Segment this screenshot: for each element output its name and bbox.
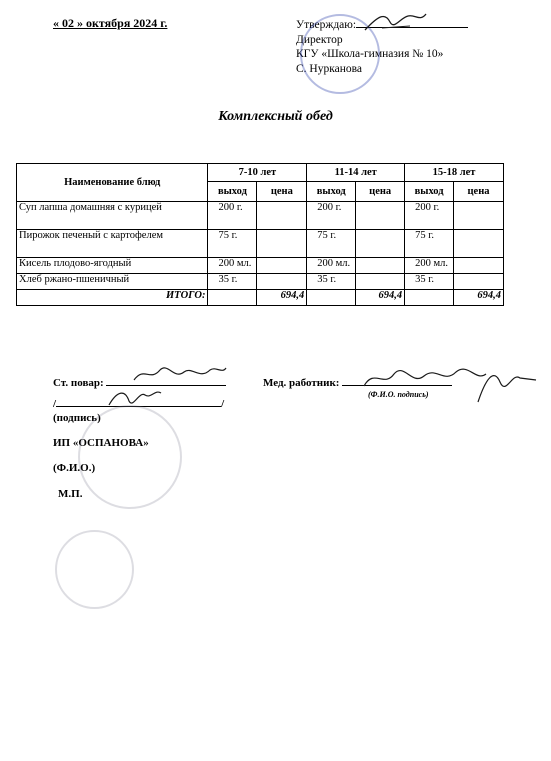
page-title: Комплексный обед — [218, 109, 333, 124]
dish-price — [257, 202, 307, 230]
cook-handwriting — [130, 362, 230, 386]
output-header: выход — [208, 182, 257, 202]
output-header: выход — [307, 182, 356, 202]
med-label: Мед. работник: — [263, 377, 340, 389]
dish-output: 35 г. — [208, 274, 257, 290]
signature-caption: (подпись) — [53, 412, 101, 424]
price-header: цена — [454, 182, 504, 202]
dish-output: 75 г. — [307, 230, 356, 258]
approver-name: С. Нурканова — [296, 62, 363, 75]
menu-table — [16, 163, 504, 306]
med-signature — [360, 358, 540, 408]
dish-name: Суп лапша домашняя с курицей — [17, 202, 208, 230]
cook-label: Ст. повар: — [53, 377, 104, 389]
table-row — [17, 258, 504, 274]
slash-left: / — [53, 398, 57, 410]
table-row — [17, 274, 504, 290]
med-caption: (Ф.И.О. подпись) — [368, 390, 429, 399]
stamp-place: М.П. — [58, 488, 83, 500]
dish-price — [454, 258, 504, 274]
dish-name: Пирожок печеный с картофелем — [17, 230, 208, 258]
total-output — [208, 290, 257, 306]
director-signature — [360, 8, 430, 38]
price-header: цена — [356, 182, 405, 202]
dish-output: 35 г. — [307, 274, 356, 290]
dish-output: 200 г. — [208, 202, 257, 230]
total-output — [307, 290, 356, 306]
slash-right: / — [221, 398, 225, 410]
dish-name: Кисель плодово-ягодный — [17, 258, 208, 274]
table-row — [17, 202, 504, 230]
total-price: 694,4 — [257, 290, 307, 306]
dish-name: Хлеб ржано-пшеничный — [17, 274, 208, 290]
dish-price — [257, 230, 307, 258]
dish-price — [356, 230, 405, 258]
total-output — [405, 290, 454, 306]
table-row — [17, 230, 504, 258]
dish-output: 200 мл. — [208, 258, 257, 274]
output-header: выход — [405, 182, 454, 202]
total-price: 694,4 — [454, 290, 504, 306]
dish-output: 200 г. — [307, 202, 356, 230]
document-date: « 02 » октября 2024 г. — [53, 16, 168, 30]
age-group-header: 15-18 лет — [405, 164, 504, 182]
dish-output: 75 г. — [208, 230, 257, 258]
ip-name: ИП «ОСПАНОВА» — [53, 437, 149, 449]
dish-output: 75 г. — [405, 230, 454, 258]
dish-output: 200 г. — [405, 202, 454, 230]
dish-price — [257, 258, 307, 274]
fio-caption: (Ф.И.О.) — [53, 462, 96, 474]
total-price: 694,4 — [356, 290, 405, 306]
approver-organization: КГУ «Школа-гимназия № 10» — [296, 48, 444, 60]
ip-stamp — [78, 405, 182, 509]
age-group-header: 7-10 лет — [208, 164, 307, 182]
dish-price — [454, 274, 504, 290]
dish-price — [356, 202, 405, 230]
total-row — [17, 290, 504, 306]
dish-output: 200 мл. — [307, 258, 356, 274]
price-header: цена — [257, 182, 307, 202]
faded-stamp — [55, 530, 134, 609]
dish-price — [454, 230, 504, 258]
approver-position: Директор — [296, 33, 343, 46]
dish-price — [356, 258, 405, 274]
dish-price — [454, 202, 504, 230]
dish-output: 35 г. — [405, 274, 454, 290]
dish-output: 200 мл. — [405, 258, 454, 274]
dish-name-header: Наименование блюд — [17, 164, 208, 202]
approve-label: Утверждаю: — [296, 19, 357, 31]
age-group-header: 11-14 лет — [307, 164, 405, 182]
dish-price — [356, 274, 405, 290]
dish-price — [257, 274, 307, 290]
total-label: ИТОГО: — [17, 290, 208, 306]
